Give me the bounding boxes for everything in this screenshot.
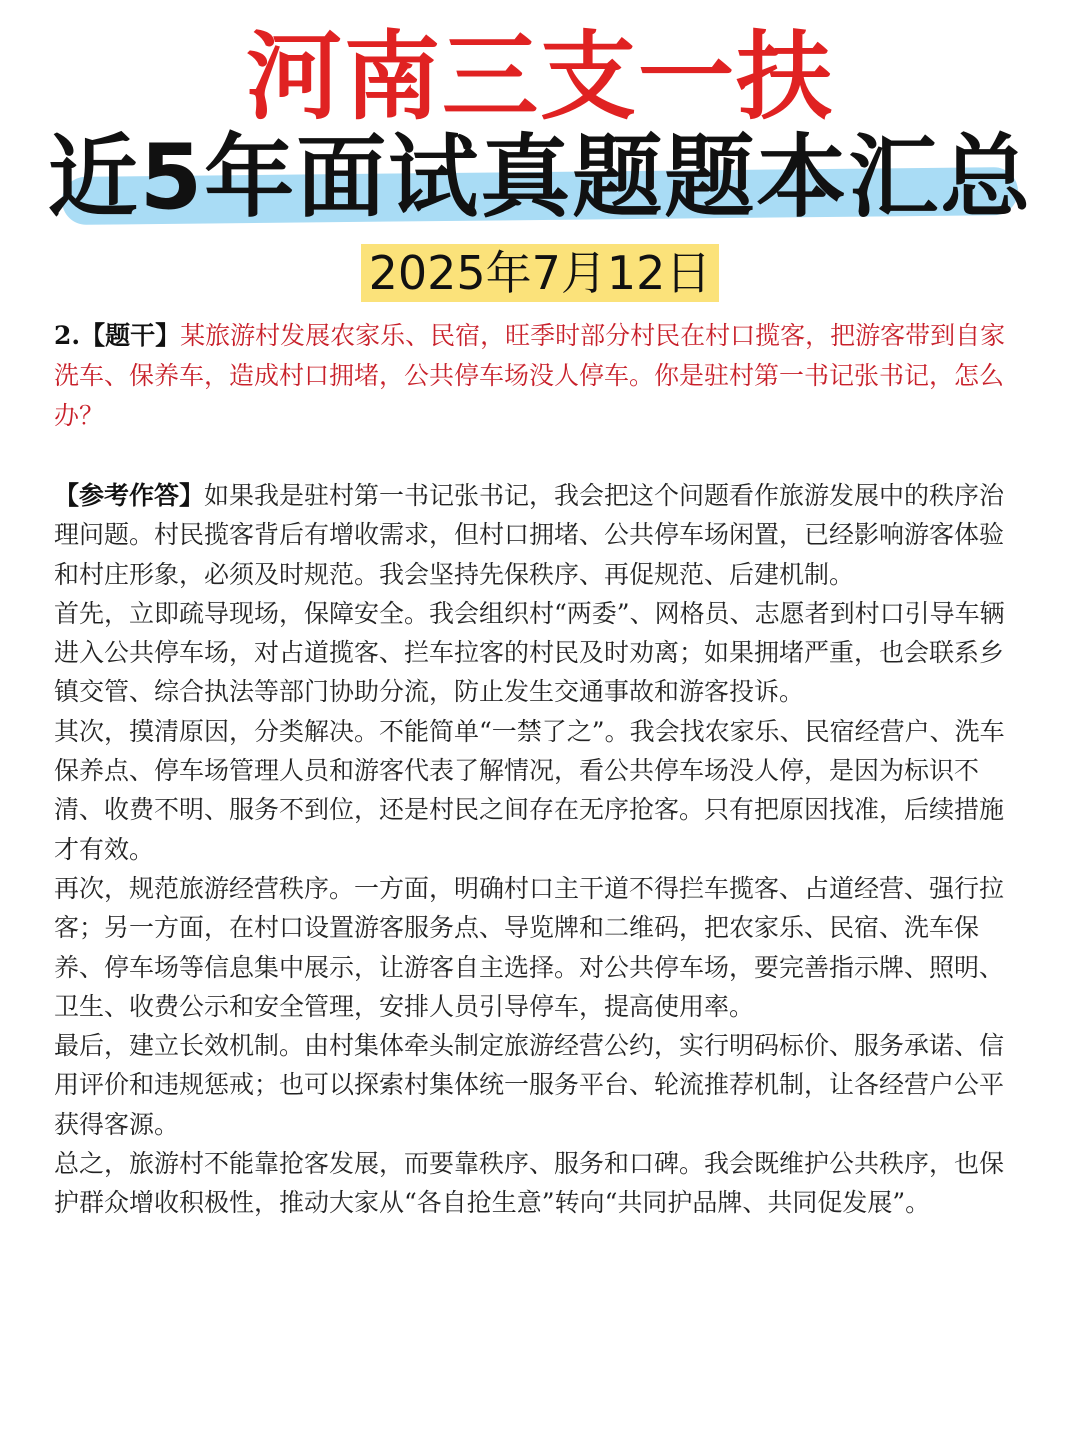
answer-intro-paragraph [54,476,1026,594]
date-badge: 2025年7月12日 [361,244,720,302]
answer-paragraph: 首先，立即疏导现场，保障安全。我会组织村“两委”、网格员、志愿者到村口引导车辆进入公共停车场，对占道揽客、拦车拉客的村民及时劝离；如果拥堵严重，也会联系乡镇交管、综合执法等部门协助分流，防止发生交通事故和游客投诉。 [54,598,1005,707]
question-tag: 【题干】 [80,321,181,350]
date-block [0,244,1080,302]
answer-paragraph: 最后，建立长效机制。由村集体牵头制定旅游经营公约，实行明码标价、服务承诺、信用评价和违规惩戒；也可以探索村集体统一服务平台、轮流推荐机制，让各经营户公平获得客源。 [54,1031,1005,1139]
question-text: 某旅游村发展农家乐、民宿，旺季时部分村民在村口揽客，把游客带到自家洗车、保养车，造成村口拥堵，公共停车场没人停车。你是驻村第一书记张书记，怎么办？ [54,321,1006,430]
question-block [54,316,1026,436]
answer-paragraph: 再次，规范旅游经营秩序。一方面，明确村口主干道不得拦车揽客、占道经营、强行拉客；另一方面，在村口设置游客服务点、导览牌和二维码，把农家乐、民宿、洗车保养、停车场等信息集中展示，让游客自主选择。对公共停车场，要完善指示牌、照明、卫生、收费公示和安全管理，安排人员引导停车，提高使用率。 [54,873,1005,1021]
question-number: 2. [54,321,81,350]
answer-paragraph: 其次，摸清原因，分类解决。不能简单“一禁了之”。我会找农家乐、民宿经营户、洗车保养点、停车场管理人员和游客代表了解情况，看公共停车场没人停，是因为标识不清、收费不明、服务不到位，还是村民之间存在无序抢客。只有把原因找准，后续措施才有效。 [54,716,1005,864]
answer-paragraph: 总之，旅游村不能靠抢客发展，而要靠秩序、服务和口碑。我会既维护公共秩序，也保护群众增收积极性，推动大家从“各自抢生意”转向“共同护品牌、共同促发展”。 [54,1149,1005,1218]
answer-intro: 如果我是驻村第一书记张书记，我会把这个问题看作旅游发展中的秩序治理问题。村民揽客背后有增收需求，但村口拥堵、公共停车场闲置，已经影响游客体验和村庄形象，必须及时规范。我会坚持先保秩序、再促规范、后建机制。 [54,481,1005,589]
answer-block [54,476,1026,1223]
title-line-1: 河南三支一扶 [246,21,834,133]
answer-tag: 【参考作答】 [54,481,205,510]
title-line-2-block [0,125,1080,230]
title-line-2: 近5年面试真题题本汇总 [47,125,1033,230]
